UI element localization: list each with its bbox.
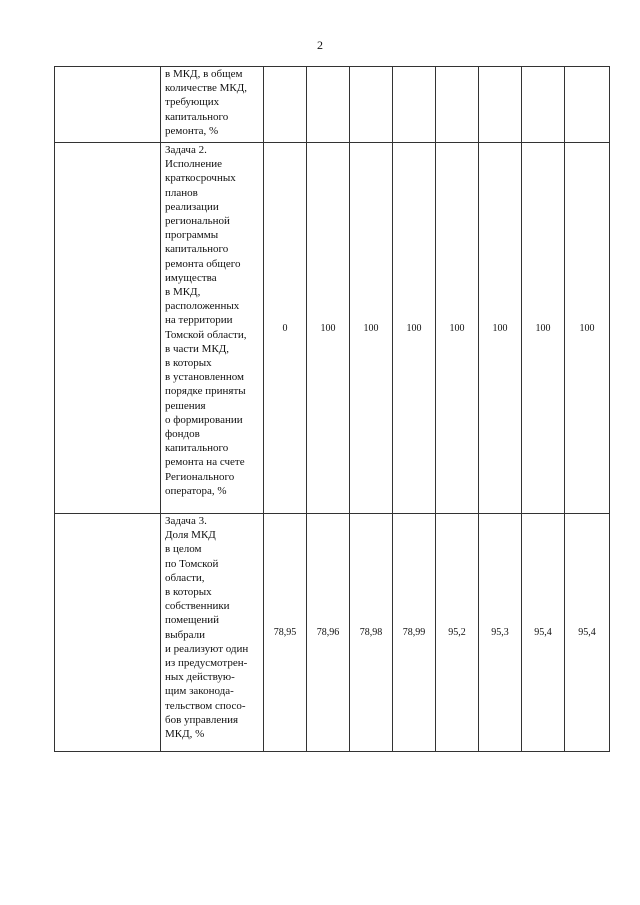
label-line: Доля МКД	[165, 529, 216, 542]
label-line: в целом	[165, 543, 202, 556]
value-cell: 78,95	[264, 514, 307, 752]
label-line: порядке приняты	[165, 385, 246, 398]
label-line: в которых	[165, 357, 212, 370]
label-line: Исполнение	[165, 158, 222, 171]
label-line: на территории	[165, 314, 233, 327]
table-row	[55, 514, 610, 752]
value-cell: 78,96	[307, 514, 350, 752]
label-line: ремонта на счете	[165, 456, 245, 469]
label-line: Томской области,	[165, 328, 247, 341]
label-line: решения	[165, 399, 206, 412]
value-cell	[522, 67, 565, 143]
value-cell	[350, 67, 393, 143]
label-line: и реализуют один	[165, 642, 249, 655]
indicator-label	[161, 143, 264, 514]
value-cell: 100	[307, 143, 350, 514]
label-line: капитального	[165, 110, 229, 123]
value-cell: 95,4	[565, 514, 610, 752]
label-line: МКД, %	[165, 728, 205, 741]
value-cell	[393, 67, 436, 143]
value-cell	[479, 67, 522, 143]
value-cell: 95,4	[522, 514, 565, 752]
label-line: в части МКД,	[165, 342, 230, 355]
value-cell: 100	[479, 143, 522, 514]
label-line: планов	[165, 186, 198, 199]
label-line: Регионального	[165, 470, 235, 483]
label-line: по Томской	[165, 557, 219, 570]
empty-cell	[55, 143, 161, 514]
label-line: Задача 2.	[165, 144, 207, 156]
value-cell: 100	[436, 143, 479, 514]
label-line: Задача 3.	[165, 515, 207, 527]
label-line: выбрали	[165, 628, 206, 641]
label-line: в которых	[165, 586, 212, 599]
value-cell: 100	[350, 143, 393, 514]
label-line: краткосрочных	[165, 172, 236, 185]
label-line: требующих	[165, 96, 220, 109]
indicator-label	[161, 514, 264, 752]
empty-cell	[55, 514, 161, 752]
value-cell: 95,3	[479, 514, 522, 752]
empty-cell	[55, 67, 161, 143]
page-number: 2	[317, 38, 323, 52]
label-line: капитального	[165, 442, 229, 455]
label-line: количестве МКД,	[165, 82, 248, 95]
value-cell: 78,98	[350, 514, 393, 752]
label-line: ных действую-	[165, 671, 235, 684]
value-cell: 100	[393, 143, 436, 514]
label-line: помещений	[165, 614, 220, 627]
value-cell	[565, 67, 610, 143]
label-line: бов управления	[165, 713, 239, 726]
value-cell: 78,99	[393, 514, 436, 752]
label-line: оператора, %	[165, 484, 227, 497]
label-line: собственники	[165, 600, 230, 613]
indicator-label	[161, 67, 264, 143]
label-line: ремонта общего	[165, 257, 241, 270]
value-cell: 100	[522, 143, 565, 514]
value-cell: 95,2	[436, 514, 479, 752]
label-line: о формировании	[165, 413, 243, 426]
indicators-table	[54, 66, 610, 752]
value-cell	[307, 67, 350, 143]
value-cell	[436, 67, 479, 143]
table-row	[55, 67, 610, 143]
label-line: расположенных	[165, 300, 240, 313]
value-cell: 100	[565, 143, 610, 514]
label-line: реализации	[165, 200, 219, 213]
label-line: щим законода-	[165, 685, 234, 698]
label-line: тельством спосо-	[165, 699, 246, 712]
label-line: из предусмотрен-	[165, 657, 248, 670]
label-line: ремонта, %	[165, 124, 219, 137]
value-cell: 0	[264, 143, 307, 514]
value-cell	[264, 67, 307, 143]
table-row	[55, 143, 610, 514]
label-line: в МКД, в общем	[165, 68, 243, 80]
label-line: в МКД,	[165, 286, 201, 299]
label-line: фондов	[165, 428, 200, 441]
label-line: имущества	[165, 271, 217, 284]
label-line: региональной	[165, 215, 230, 228]
label-line: области,	[165, 571, 205, 584]
label-line: в установленном	[165, 371, 244, 384]
label-line: капитального	[165, 243, 229, 256]
label-line: программы	[165, 229, 219, 242]
